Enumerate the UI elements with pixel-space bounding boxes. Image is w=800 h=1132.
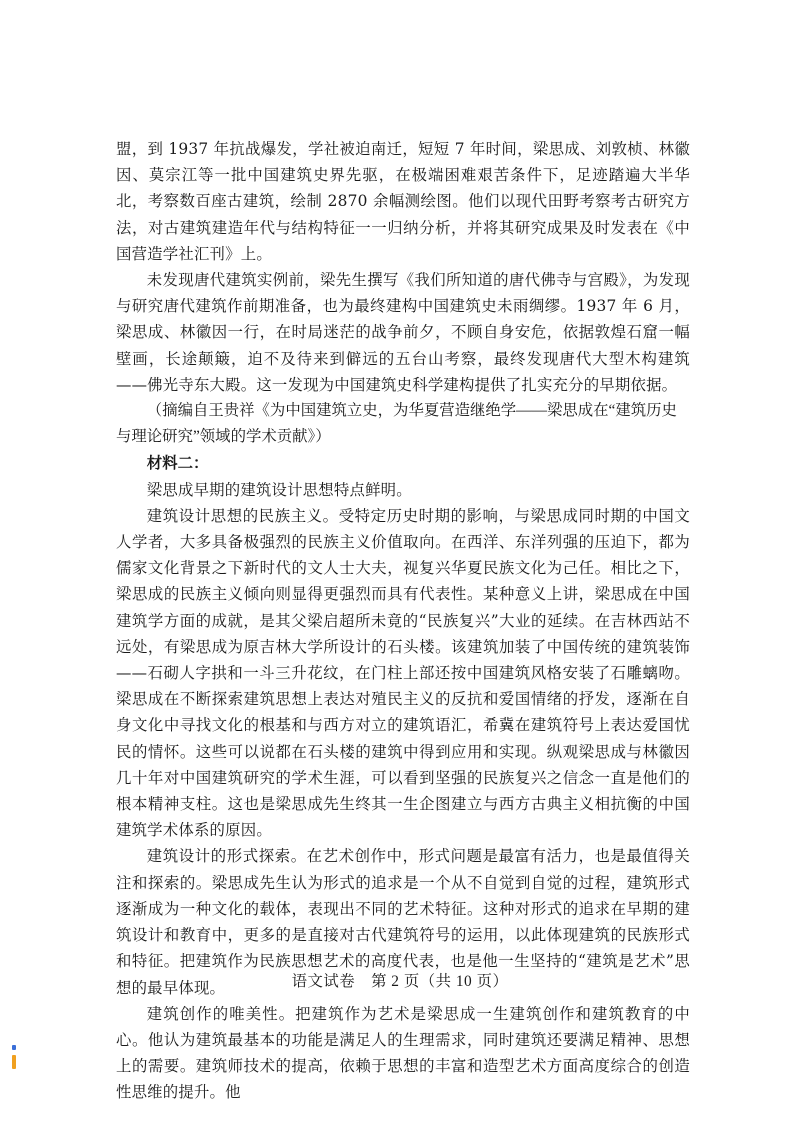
material-two-heading: 材料二：	[146, 454, 209, 473]
page-footer: 语文试卷 第 2 页（共 10 页）	[291, 973, 509, 990]
paragraph-tang-buildings: 未发现唐代建筑实例前，梁先生撰写《我们所知道的唐代佛寺与宫殿》，为发现与研究唐代建筑作前期准备，也为最终建构中国建筑史未雨绸缪。1937 年 6 月，梁思成、林徽因一行，在时局迷茫的战争前夕，不顾自身安危，依据敦煌石窟一幅壁画，长途颠簸，迫不及待来到僻远的五台山考察，最终发现唐代大型木构建筑——佛光寺东大殿。这一发现为中国建筑史科学建构提供了扎实充分的早期依据。	[116, 271, 690, 394]
source-citation: （摘编自王贵祥《为中国建筑立史，为华夏营造继绝学——梁思成在“建筑历史与理论研究”领域的学术贡献》）	[116, 402, 677, 446]
paragraph-form-exploration: 建筑设计的形式探索。在艺术创作中，形式问题是最富有活力，也是最值得关注和探索的。梁思成先生认为形式的追求是一个从不自觉到自觉的过程，建筑形式逐渐成为一种文化的载体，表现出不同的艺术特征。这种对形式的追求在早期的建筑设计和教育中，更多的是直接对古代建筑符号的运用，以此体现建筑的民族形式和特征。把建筑作为民族思想艺术的高度代表，也是他一生坚持的“建筑是艺术”思想的最早体现。	[116, 847, 690, 997]
page-body	[116, 136, 690, 1106]
paragraph-continued: 盟，到 1937 年抗战爆发，学社被迫南迁，短短 7 年时间，梁思成、刘敦桢、林徽因、莫宗江等一批中国建筑史界先驱，在极端困难艰苦条件下，足迹踏遍大半华北，考察数百座古建筑，绘制 2870 余幅测绘图。他们以现代田野考察考古研究方法，对古建筑建造年代与结构特征一一归纳分析，并将其研究成果及时发表在《中国营造学社汇刊》上。	[116, 140, 690, 263]
edge-mark-orange	[12, 1055, 16, 1069]
paragraph-aesthetics: 建筑创作的唯美性。把建筑作为艺术是梁思成一生建筑创作和建筑教育的中心。他认为建筑最基本的功能是满足人的生理需求，同时建筑还要满足精神、思想上的需要。建筑师技术的提高，依赖于思想的丰富和造型艺术方面高度综合的创造性思维的提升。他	[116, 1004, 690, 1102]
paragraph-intro: 梁思成早期的建筑设计思想特点鲜明。	[146, 480, 412, 499]
paragraph-nationalism: 建筑设计思想的民族主义。受特定历史时期的影响，与梁思成同时期的中国文人学者，大多具备极强烈的民族主义价值取向。在西洋、东洋列强的压迫下，都为儒家文化背景之下新时代的文人士大夫，视复兴华夏民族文化为己任。相比之下，梁思成的民族主义倾向则显得更强烈而具有代表性。某种意义上讲，梁思成在中国建筑学方面的成就，是其父梁启超所未竟的“民族复兴”大业的延续。在吉林西站不远处，有梁思成为原吉林大学所设计的石头楼。该建筑加装了中国传统的建筑装饰——石砌人字拱和一斗三升花纹，在门柱上部还按中国建筑风格安装了石雕螭吻。梁思成在不断探索建筑思想上表达对殖民主义的反抗和爱国情绪的抒发，逐渐在自身文化中寻找文化的根基和与西方对立的建筑语汇，希冀在建筑符号上表达爱国忧民的情怀。这些可以说都在石头楼的建筑中得到应用和实现。纵观梁思成与林徽因几十年对中国建筑研究的学术生涯，可以看到坚强的民族复兴之信念一直是他们的根本精神支柱。这也是梁思成先生终其一生企图建立与西方古典主义相抗衡的中国建筑学术体系的原因。	[116, 506, 690, 840]
edge-mark-blue	[12, 1045, 16, 1050]
